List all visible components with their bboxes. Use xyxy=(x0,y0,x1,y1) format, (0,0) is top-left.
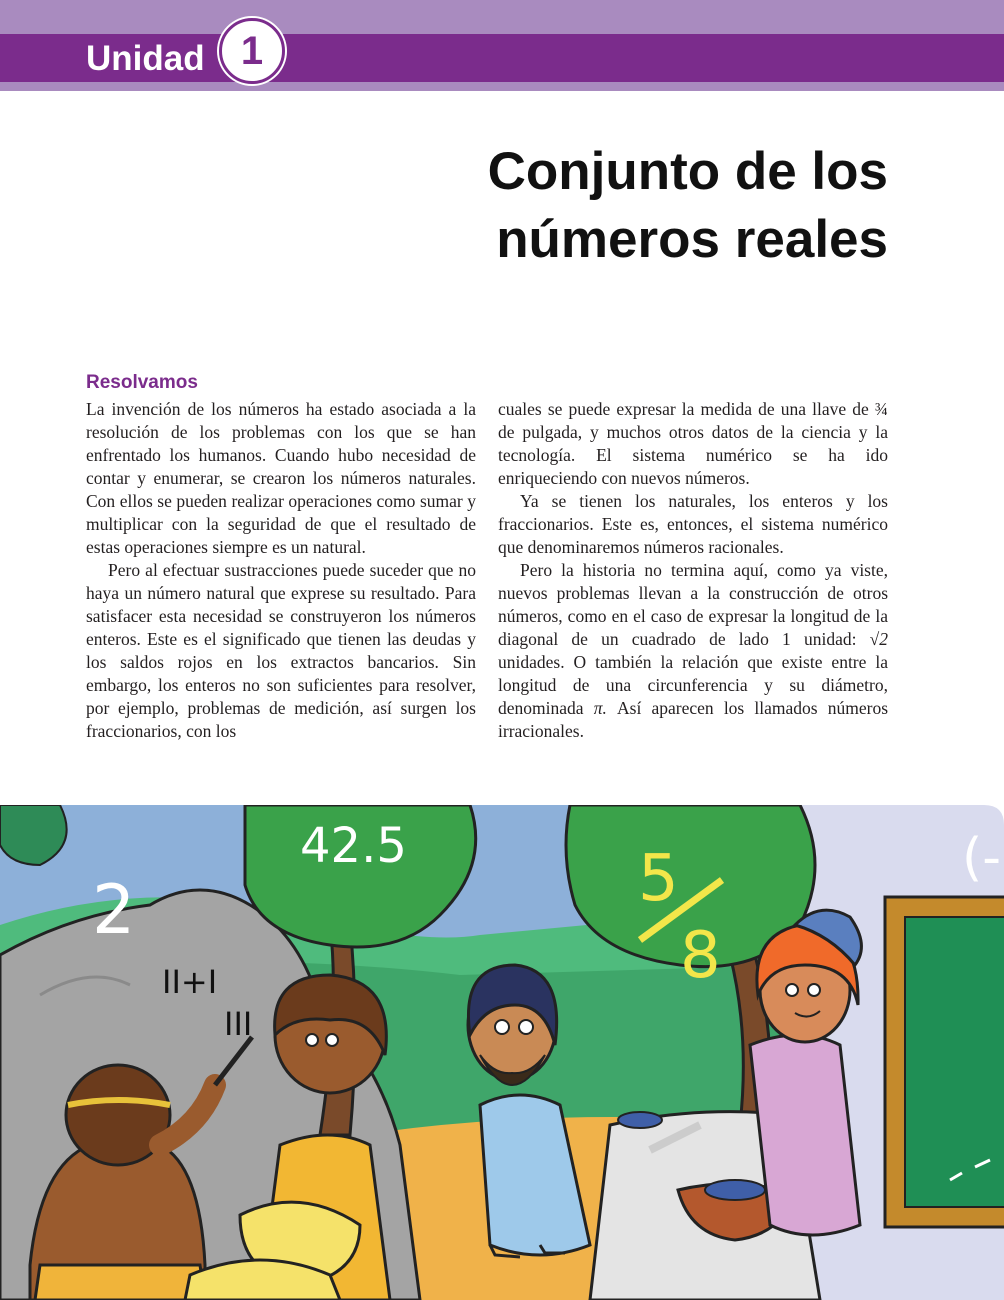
pi-symbol: π. xyxy=(593,698,607,718)
page-title-line-2: números reales xyxy=(496,210,888,269)
sqrt-two-symbol: √2 xyxy=(869,629,889,649)
text-column-left xyxy=(86,398,476,743)
paragraph-text: Pero la historia no termina aquí, como ya viste, nuevos problemas llevan a la construcción de otros números, como en el caso de expresar la longitud de la diagonal de un cuadrado de lado 1 unidad: xyxy=(498,560,888,649)
section-heading: Resolvamos xyxy=(86,372,198,393)
unit-bar-stripe xyxy=(0,82,1004,91)
paragraph-text: Así aparecen los llamados números irracionales. xyxy=(498,698,889,741)
illustration-fraction-numerator: 5 xyxy=(638,842,679,916)
paragraph-text: unidades. O también la relación que existe entre la longitud de una circunferencia y su diámetro, denominada xyxy=(498,652,888,718)
illustration-number-decimal: 42.5 xyxy=(300,818,407,874)
illustration-board-partial: (- xyxy=(962,828,1002,888)
header-top-band xyxy=(0,0,1004,34)
illustration-number-two: 2 xyxy=(92,871,136,950)
paragraph: La invención de los números ha estado asociada a la resolución de los problemas con los que se han enfrentado los humanos. Cuando hubo necesidad de contar y enumerar, se crearon los números naturales. Con ellos se pueden realizar operaciones como sumar y multiplicar con la seguridad de que el resultado de estas operaciones siempre es un natural. xyxy=(86,399,476,557)
unit-number-badge: 1 xyxy=(219,18,285,84)
history-illustration xyxy=(0,805,1004,1300)
paragraph: Ya se tienen los naturales, los enteros y los fraccionarios. Este es, entonces, el sistema numérico que denominaremos números racionales. xyxy=(498,491,888,557)
paragraph: cuales se puede expresar la medida de una llave de ¾ de pulgada, y muchos otros datos de la ciencia y la tecnología. El sistema numérico se ha ido enriqueciendo con nuevos números. xyxy=(498,399,888,488)
text-column-right xyxy=(498,398,888,743)
illustration-tally-top: II+I xyxy=(162,963,218,1001)
paragraph: Pero al efectuar sustracciones puede suceder que no haya un número natural que exprese su resultado. Para satisfacer esta necesidad se construyeron los números enteros. Este es el significado que tienen las deudas y los saldos rojos en los extractos bancarios. Sin embargo, los enteros no son suficientes para resolver, por ejemplo, problemas de medición, así surgen los fraccionarios, con los xyxy=(86,560,476,741)
unit-label: Unidad xyxy=(86,39,205,78)
illustration-fraction-denominator: 8 xyxy=(680,919,721,993)
paragraph xyxy=(498,559,888,743)
page-title-line-1: Conjunto de los xyxy=(487,142,888,201)
illustration-tally-mid: III xyxy=(224,1005,253,1043)
page-title xyxy=(288,138,888,274)
